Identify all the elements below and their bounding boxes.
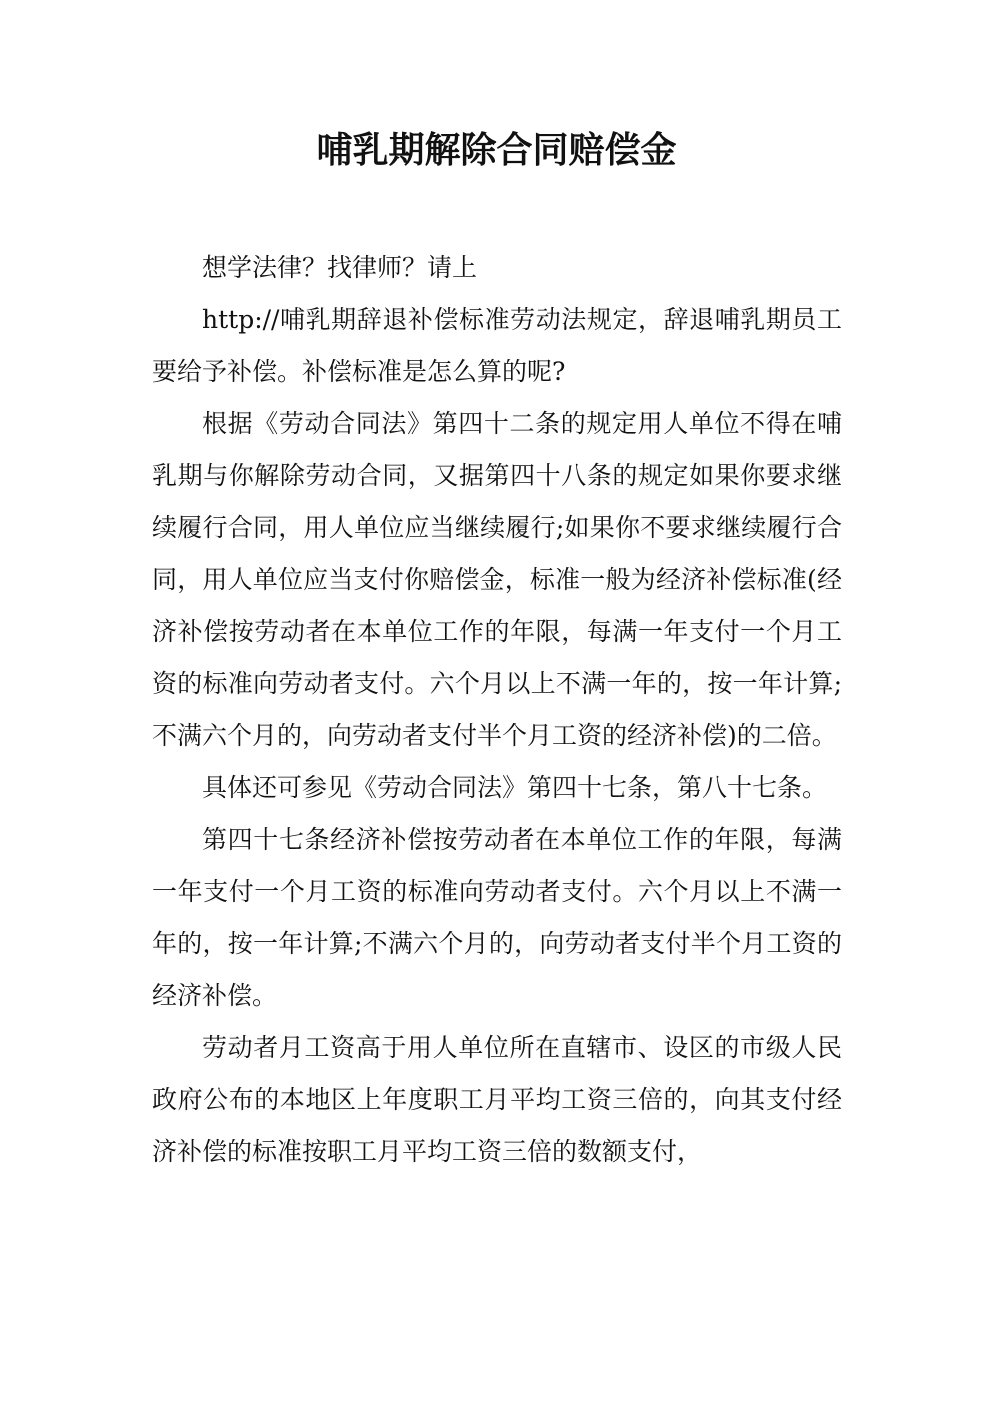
paragraph-intro: 想学法律？找律师？请上 <box>202 253 478 282</box>
paragraph-legal-basis: 根据《劳动合同法》第四十二条的规定用人单位不得在哺乳期与你解除劳动合同，又据第四十八条的规定如果你要求继续履行合同，用人单位应当继续履行;如果你不要求继续履行合同，用人单位应当支付你赔偿金，标准一般为经济补偿标准(经济补偿按劳动者在本单位工作的年限，每满一年支付一个月工资的标准向劳动者支付。六个月以上不满一年的，按一年计算;不满六个月的，向劳动者支付半个月工资的经济补偿)的二倍。 <box>152 409 842 750</box>
paragraph-reference: 具体还可参见《劳动合同法》第四十七条，第八十七条。 <box>202 773 828 802</box>
paragraph-article-47: 第四十七条经济补偿按劳动者在本单位工作的年限，每满一年支付一个月工资的标准向劳动者支付。六个月以上不满一年的，按一年计算;不满六个月的，向劳动者支付半个月工资的经济补偿。 <box>152 825 842 1010</box>
document-title: 哺乳期解除合同赔偿金 <box>316 129 677 171</box>
paragraph-salary-cap: 劳动者月工资高于用人单位所在直辖市、设区的市级人民政府公布的本地区上年度职工月平均工资三倍的，向其支付经济补偿的标准按职工月平均工资三倍的数额支付， <box>152 1033 842 1166</box>
document-body <box>152 242 842 1178</box>
paragraph-compensation-question: http://哺乳期辞退补偿标准劳动法规定，辞退哺乳期员工要给予补偿。补偿标准是怎么算的呢? <box>152 305 842 386</box>
